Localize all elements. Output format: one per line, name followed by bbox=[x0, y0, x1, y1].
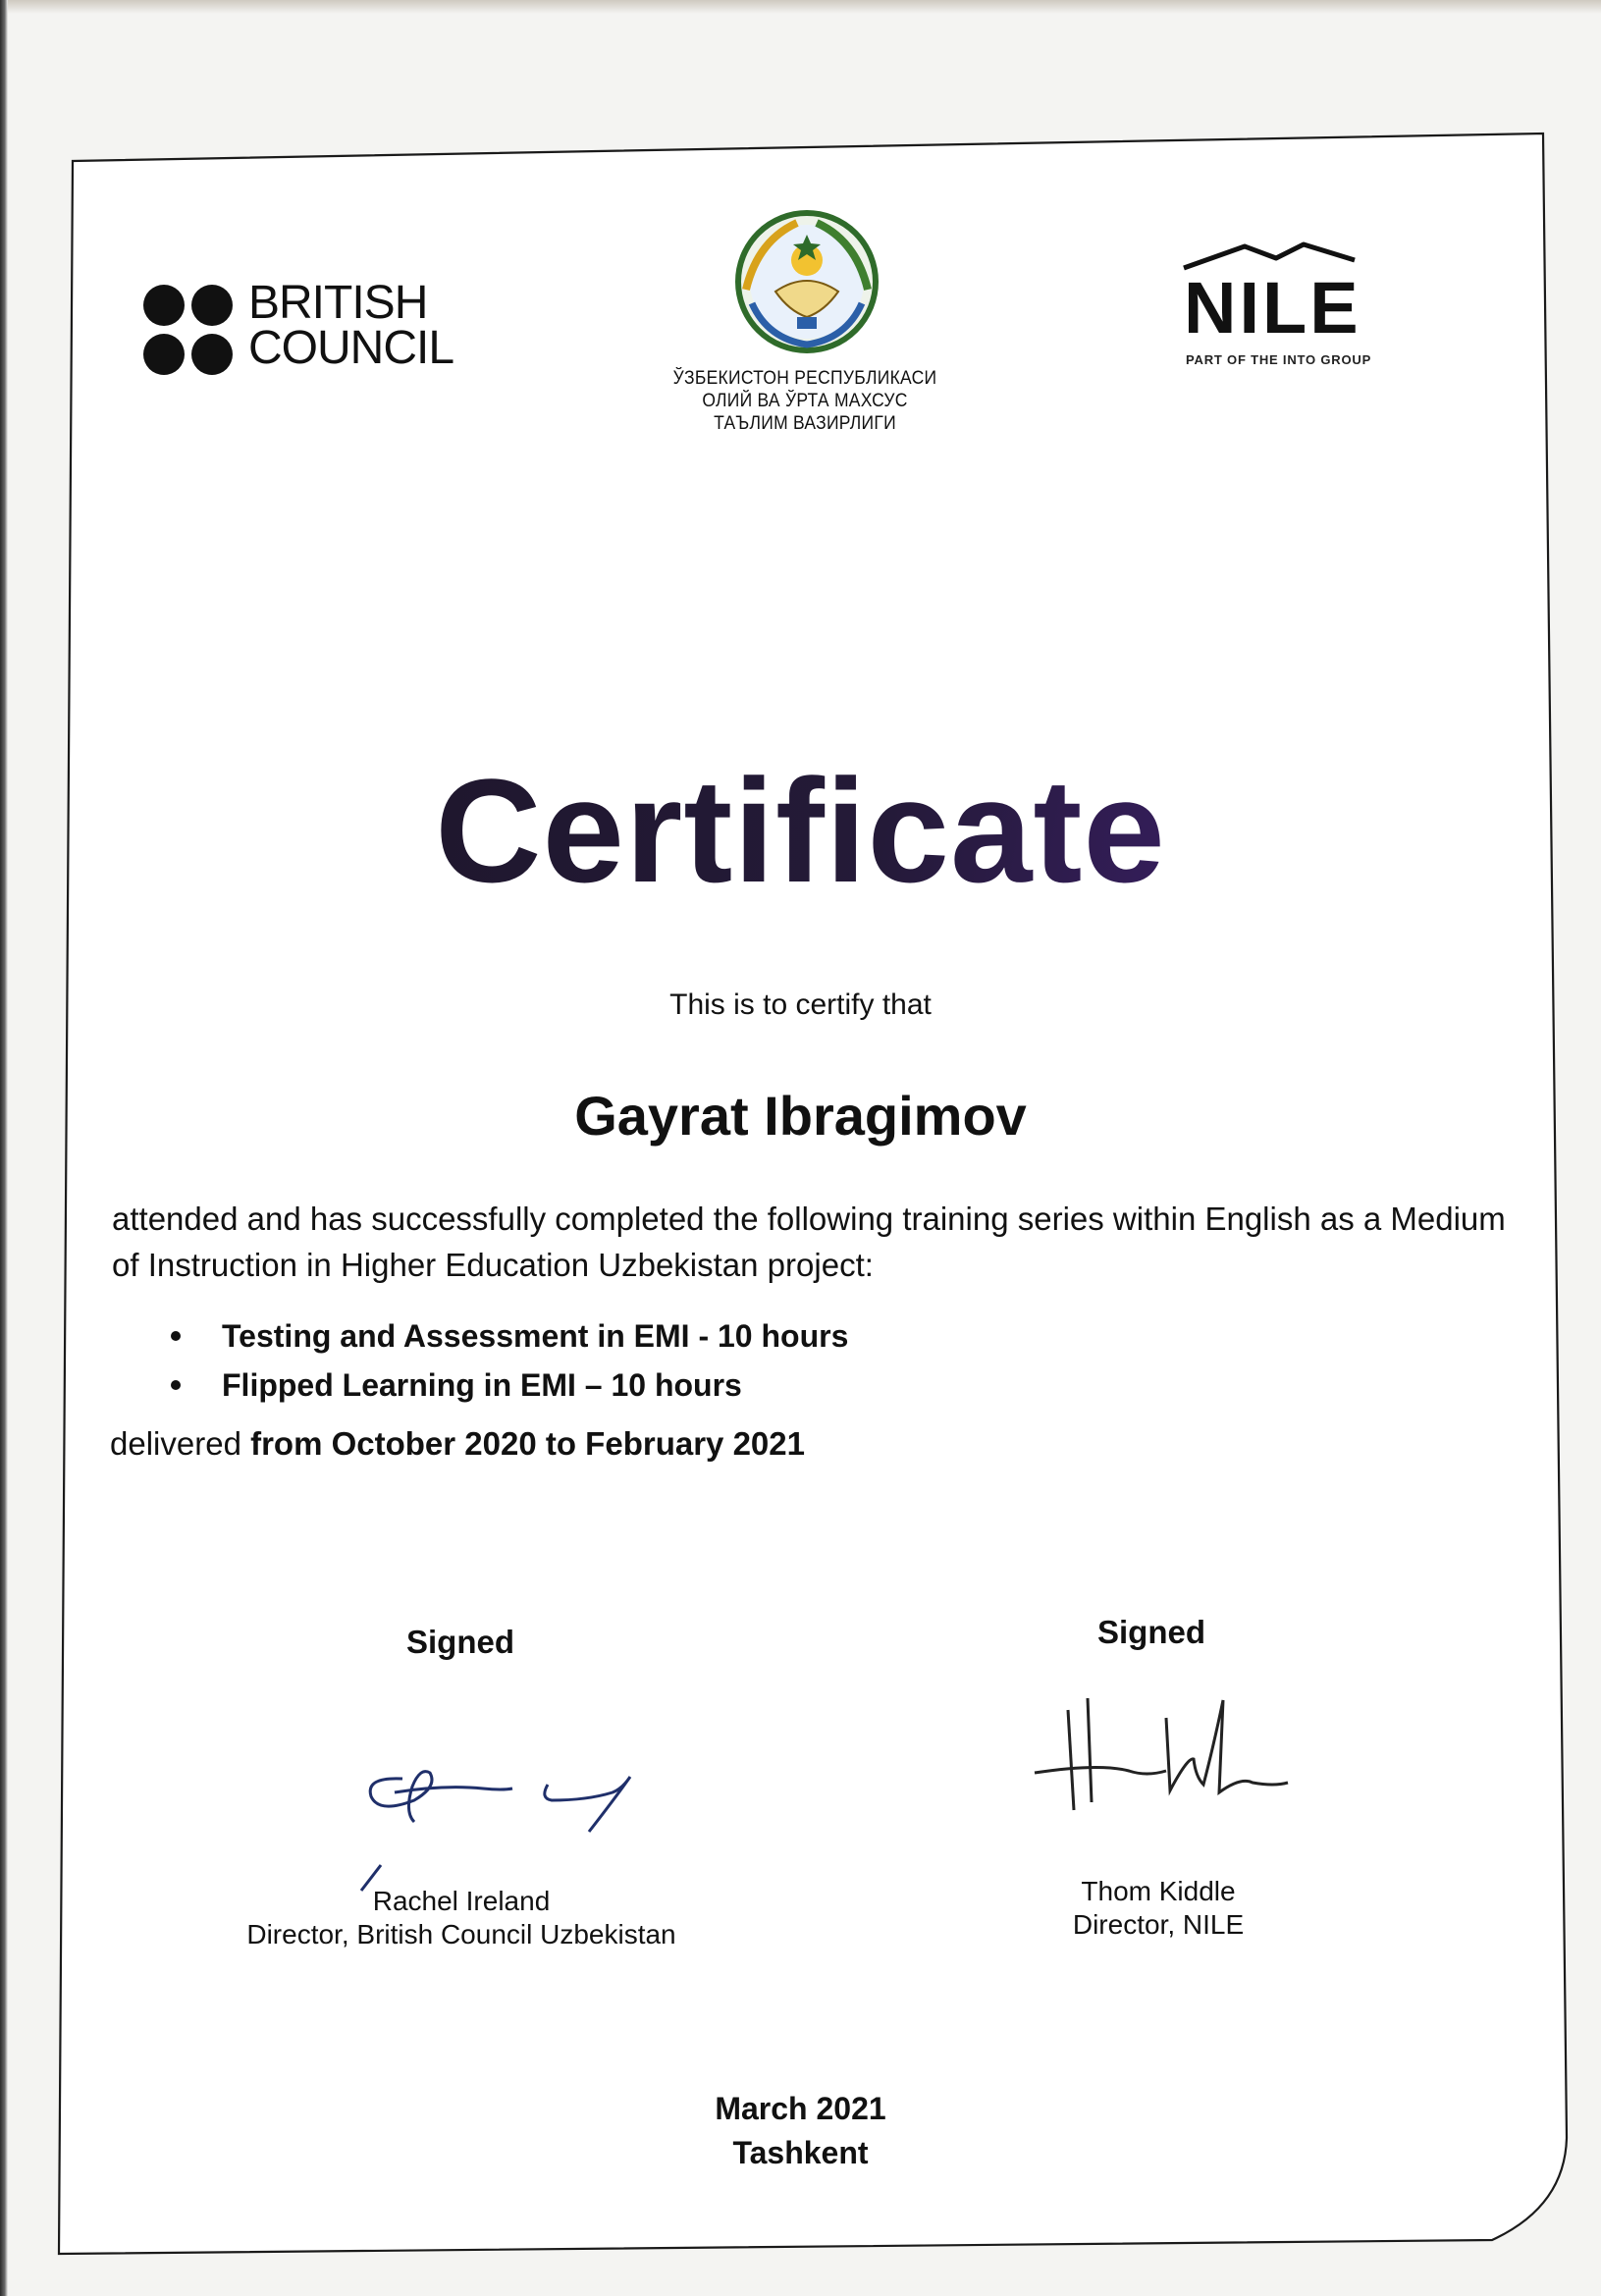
signed-label-left: Signed bbox=[406, 1624, 515, 1660]
bullet-icon bbox=[171, 1331, 181, 1341]
british-council-line2: COUNCIL bbox=[248, 322, 454, 374]
nile-tagline-brand: INTO bbox=[1282, 352, 1316, 367]
ministry-name bbox=[609, 367, 1001, 435]
delivery-dates: from October 2020 to February 2021 bbox=[250, 1425, 805, 1462]
list-item bbox=[167, 1361, 848, 1410]
signer-role: Director, British Council Uzbekistan bbox=[246, 1919, 676, 1949]
completion-line1: attended and has successfully completed the following training series within English as a Medium bbox=[112, 1201, 1506, 1237]
nile-tagline-prefix: PART OF THE bbox=[1186, 352, 1283, 367]
bullet-icon bbox=[171, 1380, 181, 1390]
delivery-period bbox=[110, 1425, 805, 1463]
uzbekistan-emblem-icon bbox=[728, 201, 885, 358]
ministry-line1: ЎЗБЕКИСТОН РЕСПУБЛИКАСИ bbox=[672, 368, 937, 389]
signer-role: Director, NILE bbox=[1072, 1909, 1245, 1940]
certify-intro: This is to certify that bbox=[669, 988, 932, 1021]
signature-thom-kiddle bbox=[1031, 1688, 1306, 1826]
british-council-dots-icon bbox=[142, 284, 237, 378]
nile-tagline bbox=[1186, 352, 1371, 367]
british-council-logo bbox=[142, 277, 476, 379]
nile-wordmark: NILE bbox=[1184, 267, 1361, 348]
signer-name: Rachel Ireland bbox=[372, 1886, 551, 1916]
signed-label-right: Signed bbox=[1097, 1614, 1206, 1650]
completion-statement bbox=[112, 1196, 1525, 1288]
signer-left bbox=[196, 1885, 726, 1951]
completion-line2: of Instruction in Higher Education Uzbekistan project: bbox=[112, 1247, 874, 1283]
recipient-name: Gayrat Ibragimov bbox=[574, 1085, 1027, 1147]
signer-right bbox=[962, 1875, 1355, 1942]
issue-info bbox=[0, 2087, 1601, 2175]
signature-rachel-ireland bbox=[355, 1728, 689, 1904]
list-item bbox=[167, 1311, 848, 1361]
ministry-line3: ТАЪЛИМ ВАЗИРЛИГИ bbox=[714, 413, 896, 434]
issue-date: March 2021 bbox=[715, 2091, 886, 2126]
nile-tagline-suffix: GROUP bbox=[1315, 352, 1372, 367]
british-council-line1: BRITISH bbox=[248, 277, 428, 329]
delivery-prefix: delivered bbox=[110, 1425, 251, 1462]
ministry-line2: ОЛИЙ ВА ЎРТА МАХСУС bbox=[702, 391, 908, 411]
course-title: Flipped Learning in EMI – 10 hours bbox=[222, 1367, 742, 1403]
nile-logo bbox=[1178, 240, 1443, 378]
british-council-wordmark bbox=[248, 277, 454, 374]
course-list bbox=[167, 1311, 848, 1410]
course-title: Testing and Assessment in EMI - 10 hours bbox=[222, 1318, 849, 1354]
certificate-title: Certificate bbox=[0, 746, 1601, 916]
issue-place: Tashkent bbox=[732, 2135, 869, 2170]
signer-name: Thom Kiddle bbox=[1081, 1876, 1236, 1906]
